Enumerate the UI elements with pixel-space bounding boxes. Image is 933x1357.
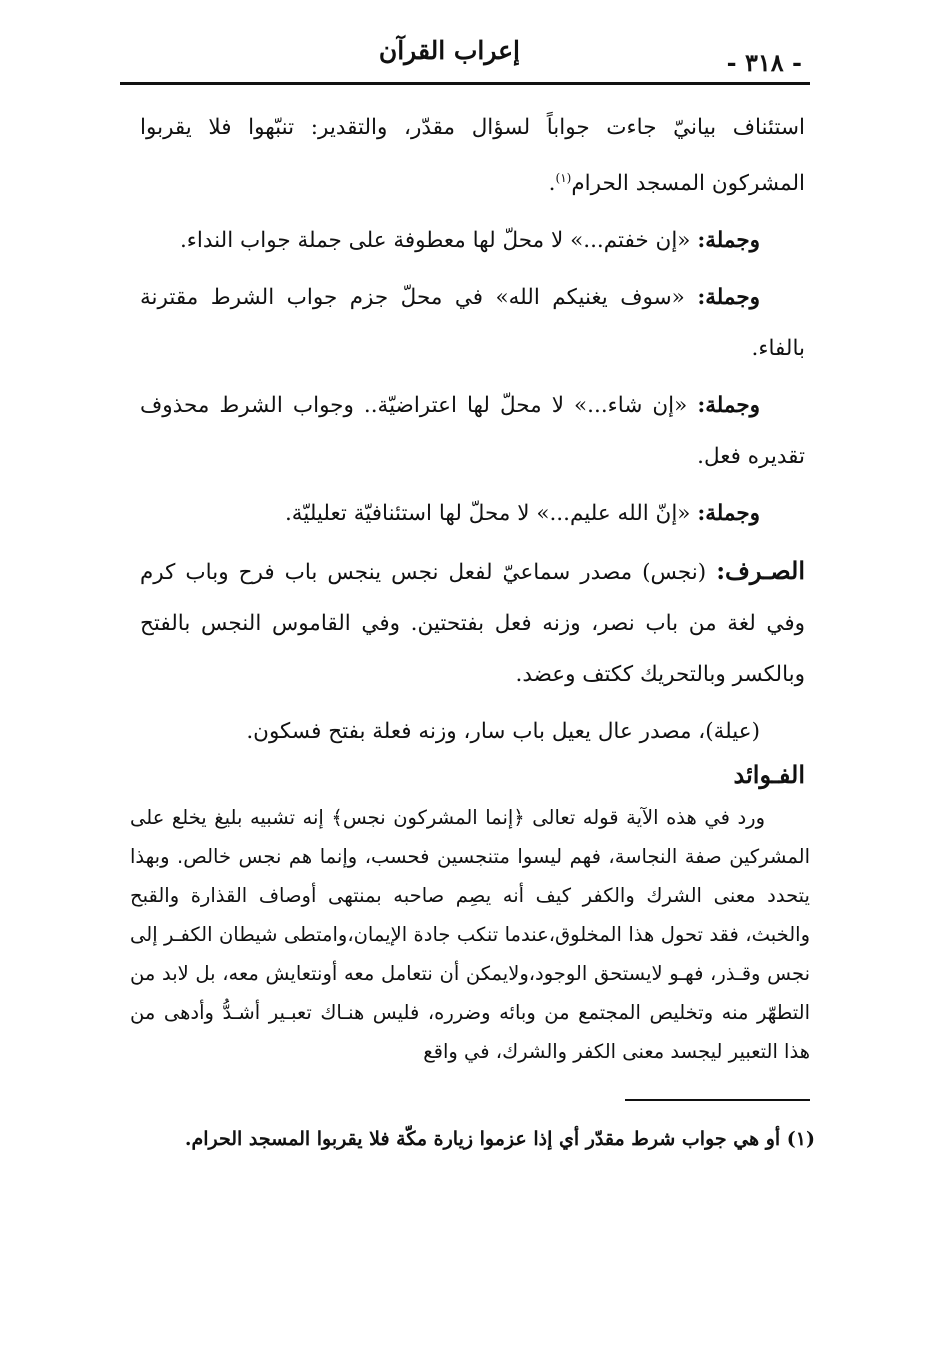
book-title: إعراب القرآن <box>378 36 520 65</box>
paragraph-sarf <box>140 545 805 700</box>
paragraph-jumla-2 <box>140 272 805 374</box>
paragraph-jumla-1 <box>140 215 805 266</box>
paragraph-text: استئناف بيانيّ جاءت جواباً لسؤال مقدّر، والتقدير: تنبّهوا فلا يقربوا المشركون المسجد الحرام <box>140 115 805 197</box>
paragraph-text: «سوف يغنيكم الله» في محلّ جزم جواب الشرط مقترنة بالفاء. <box>140 285 805 362</box>
paragraph-text: «إنّ الله عليم...» لا محلّ لها استئنافيّة تعليليّة. <box>284 501 691 527</box>
paragraph-text: «إن شاء...» لا محلّ لها اعتراضيّة.. وجواب الشرط محذوف تقديره فعل. <box>140 393 805 470</box>
page-header <box>120 36 810 80</box>
footnote-ref: (١) <box>555 171 572 185</box>
main-text <box>140 102 805 763</box>
header-rule <box>120 82 810 85</box>
fawaid-section <box>130 798 810 1071</box>
paragraph-label: وجملة: <box>697 228 760 254</box>
paragraph-label: وجملة: <box>697 393 760 419</box>
fawaid-heading: الفـوائد <box>733 760 805 789</box>
paragraph-istinaf <box>140 102 805 209</box>
paragraph-text: (نجس) مصدر سماعيّ لفعل نجس ينجس باب فرح وباب كرم وفي لغة من باب نصر، وزنه فعل بفتحتين. وفي القاموس النجس بالفتح وبالكسر وبالتحريك ككتف وعضد. <box>140 560 805 688</box>
page-number: - ٣١٨ - <box>726 48 802 77</box>
footnote-rule <box>625 1099 810 1101</box>
section-label-sarf: الصـرف: <box>716 556 805 586</box>
paragraph-jumla-4 <box>140 488 805 539</box>
footnote: (١) أو هي جواب شرط مقدّر أي إذا عزموا زيارة مكّة فلا يقربوا المسجد الحرام. <box>184 1128 815 1150</box>
paragraph-ayla <box>140 706 805 757</box>
paragraph-jumla-3 <box>140 380 805 482</box>
fawaid-paragraph: ورد في هذه الآية قوله تعالى ﴿إنما المشركون نجس﴾ إنه تشبيه بليغ يخلع على المشركين صفة النجاسة، فهم ليسوا متنجسين فحسب، وإنما هم نجس خالص. وبهذا يتحدد معنى الشرك والكفر كيف أنه يصِم صاحبه بمنتهى أوصاف القذارة والقبح والخبث، فقد تحول هذا المخلوق،عندما تنكب جادة الإيمان،وامتطى شيطان الكفـر إلى نجس وقـذر، فهـو لايستحق الوجود،ولايمكن أن نتعامل معه أونتعايش معه، بل لابد من التطهّر منه وتخليص المجتمع من وبائه وضرره، فليس هنـاك تعبـير أشـدُّ وأدهى من هذا التعبير ليجسد معنى الكفر والشرك، في واقع <box>130 806 810 1063</box>
paragraph-label: وجملة: <box>697 501 760 527</box>
paragraph-tail: . <box>548 171 556 197</box>
paragraph-text: (عيلة)، مصدر عال يعيل باب سار، وزنه فعلة بفتح فسكون. <box>246 719 760 745</box>
paragraph-text: «إن خفتم...» لا محلّ لها معطوفة على جملة جواب النداء. <box>179 228 691 254</box>
paragraph-label: وجملة: <box>697 285 760 311</box>
